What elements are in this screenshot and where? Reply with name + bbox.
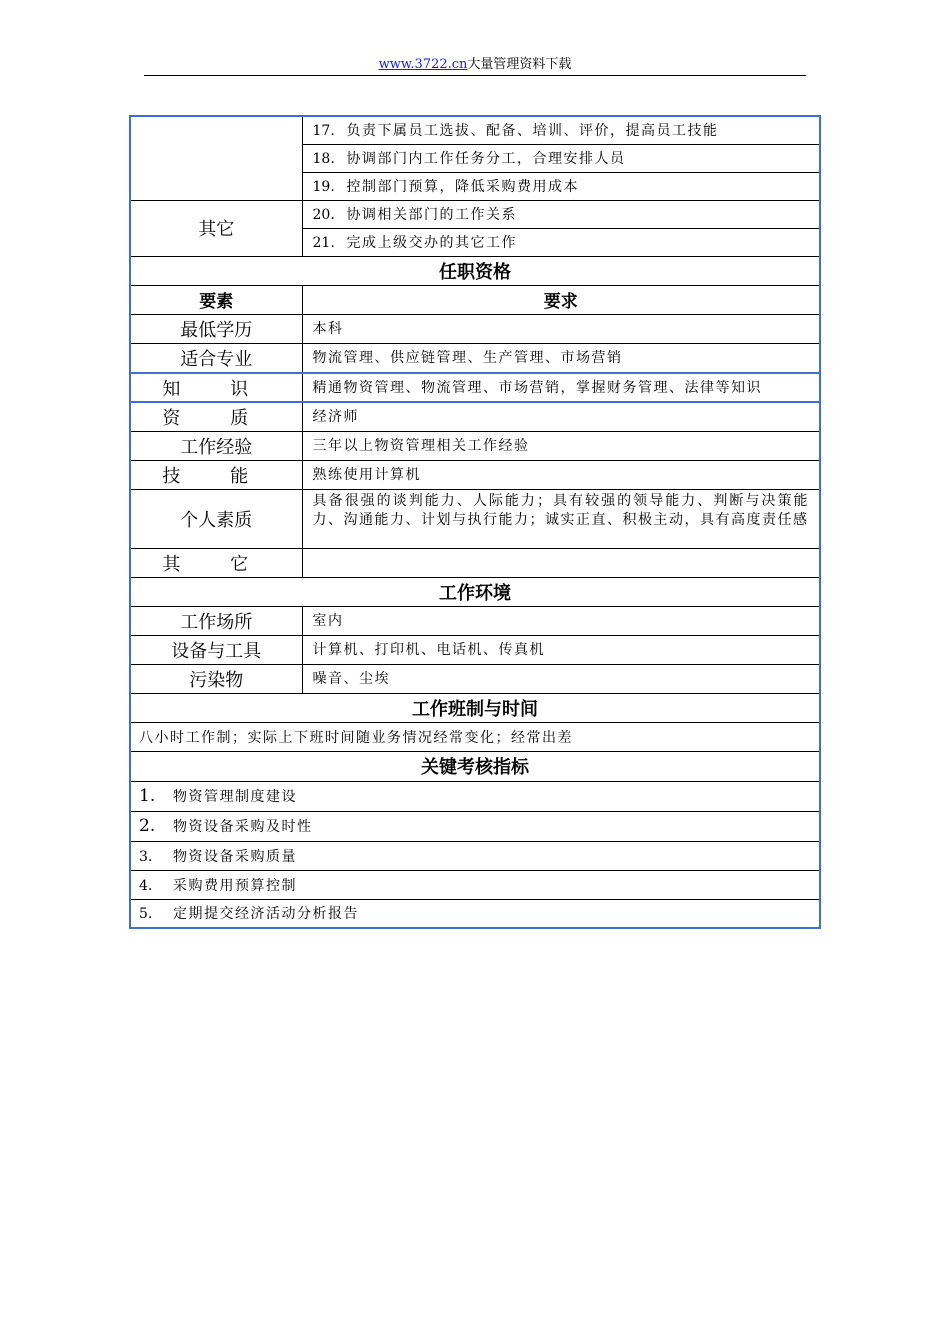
environment-row — [130, 635, 820, 664]
duty-item: 18. 协调部门内工作任务分工，合理安排人员 — [302, 144, 820, 172]
section-title-schedule: 工作班制与时间 — [130, 693, 820, 722]
qualification-label: 工作经验 — [130, 431, 302, 460]
qualification-row — [130, 343, 820, 373]
qualification-row — [130, 548, 820, 577]
duty-group-label — [130, 116, 302, 200]
qualification-value: 精通物资管理、物流管理、市场营销，掌握财务管理、法律等知识 — [302, 373, 820, 402]
qualification-row — [130, 314, 820, 343]
header-link[interactable]: www.3722.cn — [378, 57, 468, 72]
environment-value: 计算机、打印机、电话机、传真机 — [302, 635, 820, 664]
duty-row — [130, 116, 820, 144]
qualification-row — [130, 402, 820, 431]
qualification-label: 资 质 — [130, 402, 302, 431]
kpi-row — [130, 841, 820, 870]
qualification-label: 最低学历 — [130, 314, 302, 343]
qualification-label: 适合专业 — [130, 343, 302, 373]
duty-item: 17. 负责下属员工选拔、配备、培训、评价，提高员工技能 — [302, 116, 820, 144]
section-title-kpi: 关键考核指标 — [130, 751, 820, 781]
qualification-value: 物流管理、供应链管理、生产管理、市场营销 — [302, 343, 820, 373]
job-description-table — [129, 115, 821, 929]
kpi-item: 3. 物资设备采购质量 — [130, 841, 820, 870]
page-header — [144, 56, 806, 74]
qualification-value: 经济师 — [302, 402, 820, 431]
other-duties-label: 其它 — [130, 200, 302, 256]
kpi-row — [130, 811, 820, 841]
qualification-label: 其 它 — [130, 548, 302, 577]
section-title-qualifications: 任职资格 — [130, 256, 820, 285]
kpi-item: 1. 物资管理制度建设 — [130, 781, 820, 811]
duty-item: 21. 完成上级交办的其它工作 — [302, 228, 820, 256]
kpi-item: 2. 物资设备采购及时性 — [130, 811, 820, 841]
duty-row — [130, 200, 820, 228]
environment-value: 噪音、尘埃 — [302, 664, 820, 693]
qualification-value: 本科 — [302, 314, 820, 343]
kpi-item: 5. 定期提交经济活动分析报告 — [130, 899, 820, 928]
qualification-label: 知 识 — [130, 373, 302, 402]
header-divider — [144, 75, 806, 76]
environment-row — [130, 664, 820, 693]
header-text: 大量管理资料下载 — [467, 57, 572, 72]
section-title-environment: 工作环境 — [130, 577, 820, 606]
qualification-label: 个人素质 — [130, 489, 302, 548]
environment-label: 设备与工具 — [130, 635, 302, 664]
kpi-row — [130, 781, 820, 811]
environment-value: 室内 — [302, 606, 820, 635]
duty-item: 20. 协调相关部门的工作关系 — [302, 200, 820, 228]
duty-item: 19. 控制部门预算，降低采购费用成本 — [302, 172, 820, 200]
schedule-text: 八小时工作制；实际上下班时间随业务情况经常变化；经常出差 — [130, 722, 820, 751]
qualification-value — [302, 548, 820, 577]
column-header-element: 要素 — [130, 285, 302, 314]
environment-row — [130, 606, 820, 635]
qualification-label: 技 能 — [130, 460, 302, 489]
environment-label: 污染物 — [130, 664, 302, 693]
qualification-row — [130, 460, 820, 489]
kpi-item: 4. 采购费用预算控制 — [130, 870, 820, 899]
column-header-requirement: 要求 — [302, 285, 820, 314]
kpi-row — [130, 870, 820, 899]
qualification-row — [130, 489, 820, 548]
kpi-row — [130, 899, 820, 928]
environment-label: 工作场所 — [130, 606, 302, 635]
qualification-value: 熟练使用计算机 — [302, 460, 820, 489]
qualification-row — [130, 431, 820, 460]
qualification-value: 具备很强的谈判能力、人际能力；具有较强的领导能力、判断与决策能力、沟通能力、计划与执行能力；诚实正直、积极主动，具有高度责任感 — [302, 489, 820, 548]
qualification-value: 三年以上物资管理相关工作经验 — [302, 431, 820, 460]
qualification-row — [130, 373, 820, 402]
